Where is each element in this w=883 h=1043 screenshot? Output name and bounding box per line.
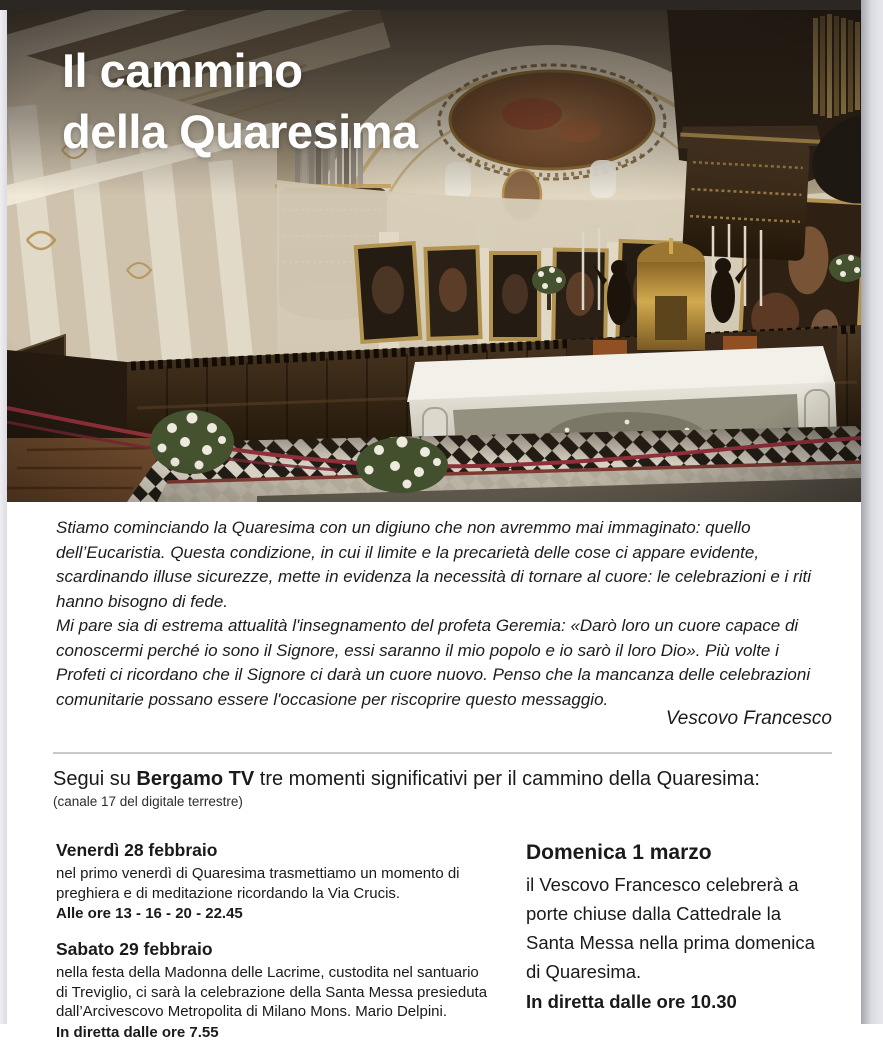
event-title: Domenica 1 marzo (526, 841, 712, 864)
events-column-right (526, 840, 834, 1043)
channel-note: (canale 17 del digitale terrestre) (53, 794, 243, 809)
events-column-left (56, 840, 526, 1043)
event-saturday (56, 939, 494, 1043)
events-grid (56, 840, 834, 1043)
event-description: il Vescovo Francesco celebrerà a porte chiuse dalla Cattedrale la Santa Messa nella prima domenica di Quaresima. (526, 874, 815, 982)
letter-signature: Vescovo Francesco (665, 708, 832, 729)
section-divider (53, 752, 832, 754)
tv-intro-line (53, 768, 833, 791)
letter-paragraph-1: Stiamo cominciando la Quaresima con un digiuno che non avremmo mai immaginato: quello dell’Eucaristia. Questa condizione, in cui il limite e la precarietà delle cose ci appare evidente, scardinando illuse sicurezze, mette in evidenza la necessità di tornare al cuore: le celebrazioni e i riti hanno bisogno di fede. (56, 518, 811, 611)
event-description: nel primo venerdì di Quaresima trasmettiamo un momento di preghiera e di meditazione ricordando la Via Crucis. (56, 865, 460, 902)
tv-section-intro (53, 768, 833, 809)
bishop-letter (56, 516, 832, 712)
event-sunday (526, 840, 834, 1016)
event-time: In diretta dalle ore 7.55 (56, 1023, 219, 1041)
event-title: Venerdì 28 febbraio (56, 840, 218, 860)
event-time: In diretta dalle ore 10.30 (526, 991, 737, 1012)
tv-intro-suffix: tre momenti significativi per il cammino della Quaresima: (254, 768, 760, 790)
event-time: Alle ore 13 - 16 - 20 - 22.45 (56, 905, 243, 922)
event-title: Sabato 29 febbraio (56, 939, 213, 959)
hero-photo (7, 10, 861, 502)
tv-intro-prefix: Segui su (53, 768, 137, 790)
page-title-line-2: della Quaresima (62, 105, 418, 158)
event-friday (56, 840, 494, 924)
page-title-line-1: Il cammino (62, 44, 303, 97)
photo-top-bleed (0, 0, 861, 10)
viewer-background-right (861, 0, 883, 1024)
event-description: nella festa della Madonna delle Lacrime, custodita nel santuario di Treviglio, ci sarà la celebrazione della Santa Messa presieduta dall’Arcivescovo Metropolita di Milano Mons. Mario Delpini. (56, 964, 488, 1020)
letter-paragraph-2: Mi pare sia di estrema attualità l'insegnamento del profeta Geremia: «Darò loro un cuore capace di conoscermi perché io sono il Signore, essi saranno il mio popolo e io sarò il loro Dio». Più volte i Profeti ci ricordano che il Signore ci darà un cuore nuovo. Penso che la mancanza delle celebrazioni comunitarie possano essere l'occasione per riscoprire questo messaggio. (56, 616, 811, 709)
viewer-background-left (0, 10, 7, 1024)
page-title (62, 40, 418, 162)
tv-brand-name: Bergamo TV (136, 768, 255, 790)
